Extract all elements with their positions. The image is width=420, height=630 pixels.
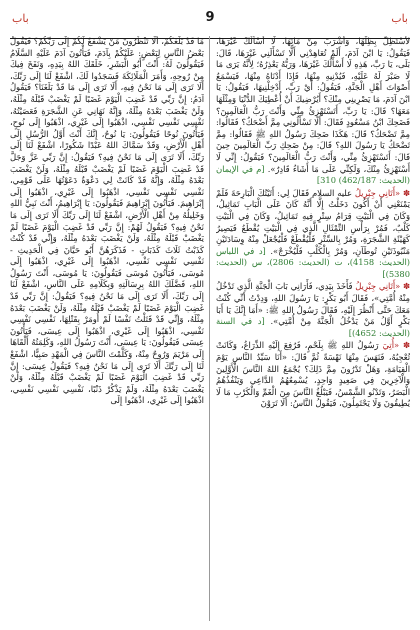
bullet-icon: ✽ <box>403 187 410 198</box>
hadith-body: رَسُولُ اللهِ ﷺ بِلَحْمٍ، فَرُفِعَ إِلَيْهِ الذِّرَاعُ، وَكَانَتْ تُعْجِبُهُ، فَنَهَسَ مِنْهَا نَهْسَةً ثُمَّ قَالَ: «أَنَا سَيِّدُ النَّاسِ يَوْمَ الْقِيَامَةِ، وَهَلْ تَدْرُونَ مِمَّ ذَلِكَ؟ يُجْمَعُ اللهُ النَّاسَ الْأَوَّلِينَ وَالْآخِرِينَ فِي صَعِيدٍ وَاحِدٍ، يُسْمِعُهُمُ الدَّاعِي وَيَنْفُذُهُمُ الْبَصَرُ، وَتَدْنُو الشَّمْسُ، فَيَبْلُغُ النَّاسَ مِنَ الْغَمِّ وَالْكَرْبِ مَا لَا يُطِيقُونَ وَلَا يَحْتَمِلُونَ، فَيَقُولُ النَّاسُ: أَلَا تَرَوْنَ <box>216 340 410 409</box>
running-head-right: باب <box>391 12 408 25</box>
hadith-body: لأَسْتَظِلَّ بِظِلِّهَا، وَأَشْرَبَ مِنْ مَائِهَا، لَا أَسْأَلُكَ غَيْرَهَا، فَيَقُولُ: يَا ابْنَ آدَمَ، أَلَمْ تُعَاهِدْنِي أَلَّا تَسْأَلَنِي غَيْرَهَا، قَالَ: بَلَى، يَا رَبِّ، هَذِهِ لَا أَسْأَلُكَ غَيْرَهَا، وَرَبُّهُ يَعْذِرُهُ؛ لِأَنَّهُ يَرَى مَا لَا صَبْرَ لَهُ عَلَيْهِ، فَيُدْنِيهِ مِنْهَا، فَإِذَا أَدْنَاهُ مِنْهَا، فَيَسْمَعُ أَصْوَاتَ أَهْلِ الْجَنَّةِ، فَيَقُولُ: أَيْ رَبِّ، أَدْخِلْنِيهَا، فَيَقُولُ: يَا ابْنَ آدَمَ، مَا يَصْرِينِي مِنْكَ؟ أَيُرْضِيكَ أَنْ أُعْطِيَكَ الدُّنْيَا وَمِثْلَهَا مَعَهَا؟ قَالَ: يَا رَبِّ، أَتَسْتَهْزِئُ مِنِّي وَأَنْتَ رَبُّ الْعَالَمِينَ؟ فَضَحِكَ ابْنُ مَسْعُودٍ فَقَالَ: أَلَا تَسْأَلُونِي مِمَّ أَضْحَكُ؟ فَقَالُوا: مِمَّ تَضْحَكُ؟ قَالَ: هَكَذَا ضَحِكَ رَسُولُ اللهِ ﷺ فَقَالُوا: مِمَّ تَضْحَكُ يَا رَسُولَ اللهِ؟ قَالَ: مِنْ ضَحِكِ رَبِّ الْعَالَمِينَ حِينَ قَالَ: أَتَسْتَهْزِئُ مِنِّي، وَأَنْتَ رَبُّ الْعَالَمِينَ؟ فَيَقُولُ: إِنِّي لَا أَسْتَهْزِئُ مِنْكَ، وَلَكِنِّي عَلَى مَا أَشَاءُ قَادِرٌ». <box>216 36 410 174</box>
hadith-body: مَا قَدْ بَلَغَكُمْ، أَلَا تَنْظُرُونَ مَنْ يَشْفَعُ لَكُمْ إِلَى رَبِّكُمْ؟ فَيَقُولُ بَعْضُ النَّاسِ لِبَعْضٍ: عَلَيْكُمْ بِآدَمَ، فَيَأْتُونَ آدَمَ عَلَيْهِ السَّلَامُ فَيَقُولُونَ لَهُ: أَنْتَ أَبُو الْبَشَرِ، خَلَقَكَ اللهُ بِيَدِهِ، وَنَفَخَ فِيكَ مِنْ رُوحِهِ، وَأَمَرَ الْمَلَائِكَةَ فَسَجَدُوا لَكَ، اشْفَعْ لَنَا إِلَى رَبِّكَ، أَلَا تَرَى إِلَى مَا نَحْنُ فِيهِ، أَلَا تَرَى إِلَى مَا قَدْ بَلَغَنَا؟ فَيَقُولُ آدَمُ: إِنَّ رَبِّي قَدْ غَضِبَ الْيَوْمَ غَضَبًا لَمْ يَغْضَبْ قَبْلَهُ مِثْلَهُ، وَلَنْ يَغْضَبَ بَعْدَهُ مِثْلَهُ، وَإِنَّهُ نَهَانِي عَنِ الشَّجَرَةِ فَعَصَيْتُهُ، نَفْسِي نَفْسِي نَفْسِي، اذْهَبُوا إِلَى غَيْرِي، اذْهَبُوا إِلَى نُوحٍ، فَيَأْتُونَ نُوحًا فَيَقُولُونَ: يَا نُوحُ، إِنَّكَ أَنْتَ أَوَّلُ الرُّسُلِ إِلَى أَهْلِ الْأَرْضِ، وَقَدْ سَمَّاكَ اللهُ عَبْدًا شَكُورًا، اشْفَعْ لَنَا إِلَى رَبِّكَ، أَلَا تَرَى إِلَى مَا نَحْنُ فِيهِ؟ فَيَقُولُ: إِنَّ رَبِّي عَزَّ وَجَلَّ قَدْ غَضِبَ الْيَوْمَ غَضَبًا لَمْ يَغْضَبْ قَبْلَهُ مِثْلَهُ، وَلَنْ يَغْضَبَ بَعْدَهُ مِثْلَهُ، وَإِنَّهُ قَدْ كَانَتْ لِي دَعْوَةٌ دَعَوْتُهَا عَلَى قَوْمِي، نَفْسِي نَفْسِي نَفْسِي، اذْهَبُوا إِلَى غَيْرِي، اذْهَبُوا إِلَى إِبْرَاهِيمَ. فَيَأْتُونَ إِبْرَاهِيمَ فَيَقُولُونَ: يَا إِبْرَاهِيمُ، أَنْتَ نَبِيُّ اللهِ وَخَلِيلُهُ مِنْ أَهْلِ الْأَرْضِ، اشْفَعْ لَنَا إِلَى رَبِّكَ أَلَا تَرَى إِلَى مَا نَحْنُ فِيهِ؟ فَيَقُولُ لَهُمْ: إِنَّ رَبِّي قَدْ غَضِبَ الْيَوْمَ غَضَبًا لَمْ يَغْضَبْ قَبْلَهُ مِثْلَهُ، وَلَنْ يَغْضَبَ بَعْدَهُ مِثْلَهُ، وَإِنِّي قَدْ كُنْتُ كَذَبْتُ ثَلَاثَ كَذَبَاتٍ - فَذَكَرَهُنَّ أَبُو حَيَّانَ فِي الْحَدِيثِ - نَفْسِي نَفْسِي نَفْسِي، اذْهَبُوا إِلَى غَيْرِي، اذْهَبُوا إِلَى مُوسَى، فَيَأْتُونَ مُوسَى فَيَقُولُونَ: يَا مُوسَى، أَنْتَ رَسُولُ اللهِ، فَضَّلَكَ اللهُ بِرِسَالَتِهِ وَبِكَلَامِهِ عَلَى النَّاسِ، اشْفَعْ لَنَا إِلَى رَبِّكَ، أَلَا تَرَى إِلَى مَا نَحْنُ فِيهِ؟ فَيَقُولُ: إِنَّ رَبِّي قَدْ غَضِبَ الْيَوْمَ غَضَبًا لَمْ يَغْضَبْ قَبْلَهُ مِثْلَهُ، وَلَنْ يَغْضَبَ بَعْدَهُ مِثْلَهُ، وَإِنِّي قَدْ قَتَلْتُ نَفْسًا لَمْ أُومَرْ بِقَتْلِهَا، نَفْسِي نَفْسِي نَفْسِي، اذْهَبُوا إِلَى غَيْرِي، اذْهَبُوا إِلَى عِيسَى، فَيَأْتُونَ عِيسَى فَيَقُولُونَ: يَا عِيسَى، أَنْتَ رَسُولُ اللهِ، وَكَلِمَتُهُ أَلْقَاهَا إِلَى مَرْيَمَ وَرُوحٌ مِنْهُ، وَكَلَّمْتَ النَّاسَ فِي الْمَهْدِ صَبِيًّا، اشْفَعْ لَنَا إِلَى رَبِّكَ أَلَا تَرَى إِلَى مَا نَحْنُ فِيهِ؟ فَيَقُولُ عِيسَى: إِنَّ رَبِّي قَدْ غَضِبَ الْيَوْمَ غَضَبًا لَمْ يَغْضَبْ قَبْلَهُ مِثْلَهُ، وَلَنْ يَغْضَبَ بَعْدَهُ مِثْلَهُ، وَلَمْ يَذْكُرْ ذَنْبًا، نَفْسِي نَفْسِي نَفْسِي، اذْهَبُوا إِلَى غَيْرِي، اذْهَبُوا إِلَى <box>10 36 204 406</box>
hadith-lead: «أَتَانِي جِبْرِيلُ <box>355 281 401 292</box>
page-number: 9 <box>205 10 215 25</box>
hadith-body: فَأَخَذَ بِيَدِي، فَأَرَانِي بَابَ الْجَنَّةِ الَّذِي تَدْخُلُ مِنْهُ أُمَّتِي»، فَقَالَ أَبُو بَكْرٍ: يَا رَسُولَ اللهِ، وَدِدْتُ أَنِّي كُنْتُ مَعَكَ حَتَّى أَنْظُرَ إِلَيْهِ، فَقَالَ رَسُولُ اللهِ ﷺ: «أَمَا إِنَّكَ يَا أَبَا بَكْرٍ أَوَّلُ مَنْ يَدْخُلُ الْجَنَّةَ مِنْ أُمَّتِي». <box>216 281 410 327</box>
hadith-lead: «أَتَانِي جِبْرِيلُ <box>354 187 401 198</box>
column-divider <box>209 36 210 621</box>
hadith-text <box>216 281 410 339</box>
running-head-left: باب <box>12 12 29 25</box>
right-column <box>216 36 410 621</box>
left-column <box>10 36 204 621</box>
source-reference: [د في اللباس (الحديث: 4158)، ت (الحديث: 2806)، س (الحديث: 5380)] <box>216 245 410 279</box>
source-reference: [م في الإيمان (الحديث: 462/187) 310] <box>216 163 410 186</box>
bullet-icon: ✽ <box>403 340 410 351</box>
source-reference: [د في السنة (الحديث: 4652)] <box>216 316 410 338</box>
hadith-text <box>216 188 410 281</box>
hadith-text <box>10 36 204 407</box>
hadith-lead: «أُتِيَ <box>382 340 400 351</box>
hadith-text <box>216 340 410 410</box>
hadith-text <box>216 36 410 187</box>
hadith-body: عليه السلام فَقَالَ لِي: أَتَيْتُكَ الْبَارِحَةَ فَلَمْ يَمْنَعْنِي أَنْ أَكُونَ دَخَلْتُ إِلَّا أَنَّهُ كَانَ عَلَى الْبَابِ تَمَاثِيلُ، وَكَانَ فِي الْبَيْتِ قِرَامُ سِتْرٍ فِيهِ تَمَاثِيلُ، وَكَانَ فِي الْبَيْتِ كَلْبٌ، فَمُرْ بِرَأْسِ التِّمْثَالِ الَّذِي فِي الْبَيْتِ يُقْطَعُ فَيَصِيرُ كَهَيْئَةِ الشَّجَرَةِ، وَمُرْ بِالسِّتْرِ فَلْيُقْطَعْ فَلْيُجْعَلْ مِنْهُ وِسَادَتَيْنِ مَنْبُوذَتَيْنِ تُوطَآنِ، وَمُرْ بِالْكَلْبِ فَلْيُخْرَجْ». <box>216 187 410 256</box>
bullet-icon: ✽ <box>403 281 410 292</box>
